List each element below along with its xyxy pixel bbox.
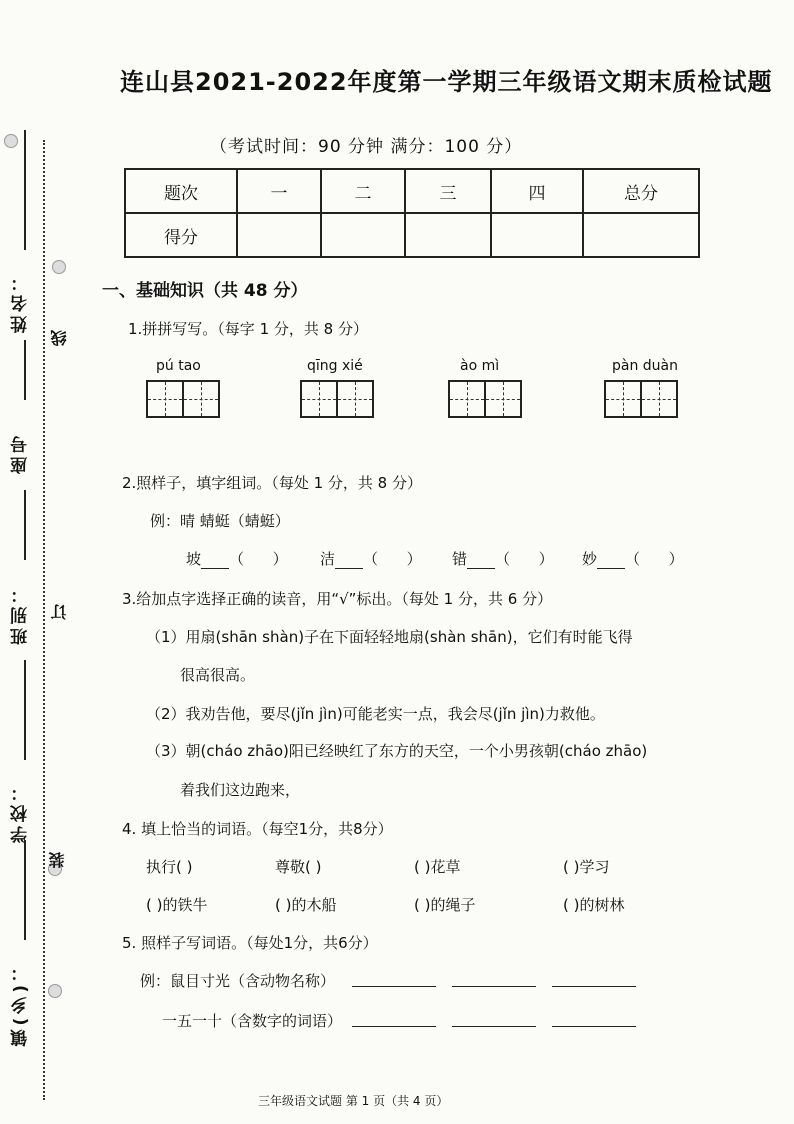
pinyin: pú tao [156,358,201,374]
fill-item-char: 错 [452,550,468,568]
seal-mark: 装 [48,848,67,868]
writing-grid[interactable] [300,380,372,418]
answer-line[interactable] [452,1008,536,1027]
class-label: 班别： [11,582,31,645]
reading-line: （2）我劝告他，要尽(jǐn jìn)可能老实一点，我会尽(jǐn jìn)力救他。 [146,705,605,723]
question-5: 5. 照样子写词语。（每处1分，共6分） [122,934,378,952]
writing-grid[interactable] [146,380,218,418]
score-row-label: 得分 [125,213,237,257]
grid-cell[interactable] [146,380,184,418]
question-2: 2.照样子，填字组词。（每处 1 分，共 8 分） [122,474,422,492]
grid-cell[interactable] [300,380,338,418]
word-blank[interactable]: 执行( ) [146,858,193,876]
fill-item[interactable]: 错 （ ） [452,550,554,568]
fill-item[interactable]: 洁 （ ） [320,550,422,568]
binding-rule [24,660,26,760]
example-line: 例：鼠目寸光（含动物名称） [140,972,336,990]
answer-line[interactable] [552,1008,636,1027]
grid-cell[interactable] [448,380,486,418]
seat-label: 座号 [11,432,31,474]
punch-hole [52,260,66,274]
writing-grid[interactable] [448,380,520,418]
score-header-cell: 总分 [583,169,699,213]
score-header-cell: 三 [405,169,491,213]
fill-item[interactable]: 坡 （ ） [186,550,288,568]
score-cell[interactable] [491,213,583,257]
score-cell[interactable] [321,213,405,257]
page-title: 连山县2021-2022年度第一学期三年级语文期末质检试题 [120,68,773,96]
word-blank[interactable]: ( )的铁牛 [146,896,208,914]
school-label: 学校： [11,780,31,843]
binding-rule [24,840,26,940]
score-header-cell: 一 [237,169,321,213]
grid-cell[interactable] [182,380,220,418]
pinyin: pàn duàn [612,358,679,374]
word-blank[interactable]: ( )的木船 [275,896,337,914]
grid-cell[interactable] [604,380,642,418]
score-header-cell: 四 [491,169,583,213]
fill-item-char: 坡 [186,550,202,568]
fill-item-char: 洁 [320,550,336,568]
answer-line[interactable] [352,1008,436,1027]
grid-cell[interactable] [336,380,374,418]
answer-line[interactable] [452,968,536,987]
answer-line[interactable] [552,968,636,987]
page-footer: 三年级语文试题 第 1 页（共 4 页） [258,1094,449,1108]
section-title: 一、基础知识（共 48 分） [102,281,308,301]
word-blank[interactable]: ( )学习 [563,858,610,876]
score-cell[interactable] [583,213,699,257]
example-line: 一五一十（含数字的词语） [162,1012,343,1030]
cut-line-mark: 线 [50,326,69,346]
reading-line: 很高很高。 [180,666,256,684]
reading-line: （3）朝(cháo zhāo)阳已经映红了东方的天空，一个小男孩朝(cháo zhāo) [146,742,648,760]
binding-rule [24,490,26,560]
binding-rule [24,340,26,400]
fill-blank[interactable] [597,550,625,569]
town-label: 镇(乡)： [11,960,31,1047]
pinyin: ào mì [460,358,500,374]
reading-line: 着我们这边跑来， [180,781,301,799]
fill-blank[interactable] [201,550,229,569]
fill-blank[interactable] [335,550,363,569]
exam-info: （考试时间：90 分钟 满分：100 分） [210,137,523,157]
reading-line: （1）用扇(shān shàn)子在下面轻轻地扇(shàn shān)，它们有时能飞得 [146,628,633,646]
question-1: 1.拼拼写写。（每字 1 分，共 8 分） [128,320,368,338]
binding-dotted-line [43,140,45,1100]
score-cell[interactable] [405,213,491,257]
word-blank[interactable]: ( )的树林 [563,896,625,914]
question-3: 3.给加点字选择正确的读音，用“√”标出。（每处 1 分，共 6 分） [122,590,553,608]
writing-grid[interactable] [604,380,676,418]
name-label: 姓名： [11,270,31,333]
score-table [124,168,700,258]
grid-cell[interactable] [640,380,678,418]
fill-blank[interactable] [467,550,495,569]
fill-item-char: 妙 [582,550,598,568]
pinyin: qīng xié [307,358,363,374]
bind-mark: 订 [50,600,69,620]
example-line: 例：晴 蜻蜓（蜻蜓） [150,512,290,530]
grid-cell[interactable] [484,380,522,418]
punch-hole [48,984,62,998]
score-header-cell: 题次 [125,169,237,213]
score-cell[interactable] [237,213,321,257]
word-blank[interactable]: 尊敬( ) [275,858,322,876]
punch-hole [4,134,18,148]
word-blank[interactable]: ( )花草 [414,858,461,876]
question-4: 4. 填上恰当的词语。（每空1分，共8分） [122,820,393,838]
word-blank[interactable]: ( )的绳子 [414,896,476,914]
fill-item[interactable]: 妙 （ ） [582,550,684,568]
binding-rule [24,130,26,250]
answer-line[interactable] [352,968,436,987]
score-header-cell: 二 [321,169,405,213]
